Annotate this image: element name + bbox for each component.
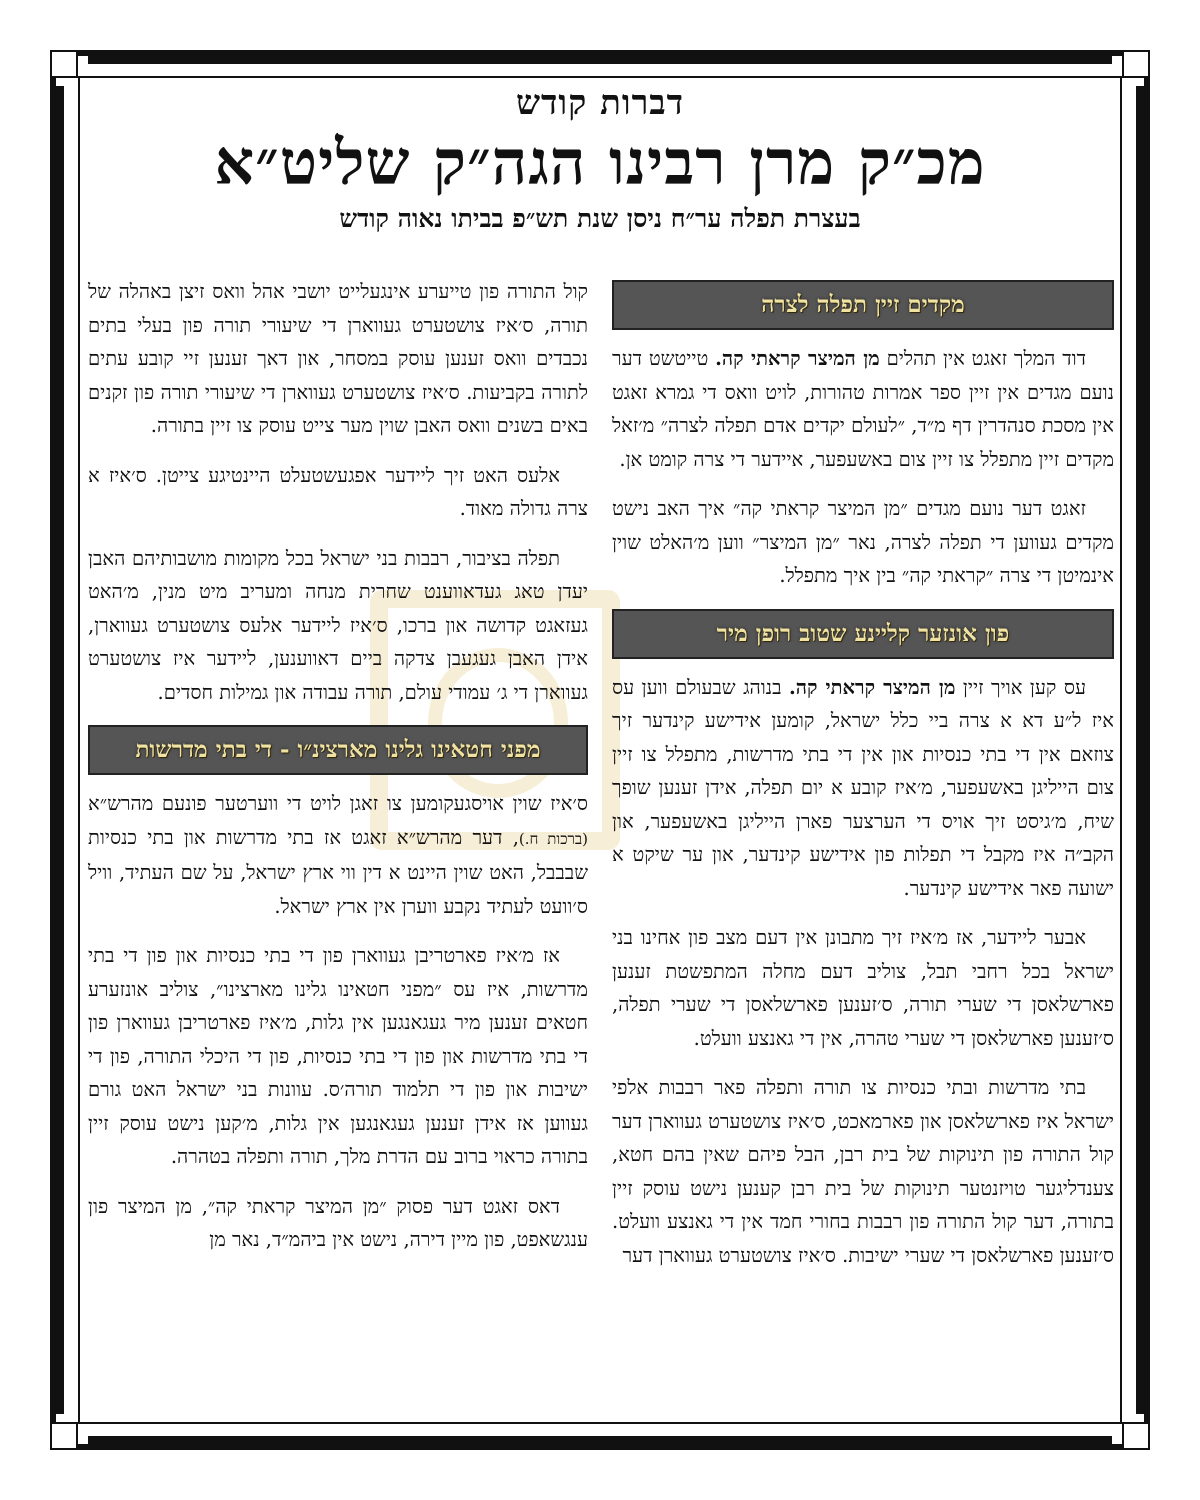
section1-p1-rest: טייטשט דער נועם מגדים אין זיין ספר אמרות טהורות, לויט וואס די גמרא זאגט אין מסכת סנהדרין דף מ״ד, ״לעולם יקדים אדם תפלה לצרה״ מ׳זאל מקדים זיין מתפלל צו זיין צום באשעפער, איידער די צרה קומט אן. [612,347,1114,471]
border-band-bottom [88,1436,1112,1450]
section1-paragraph-2: זאגט דער נועם מגדים ״מן המיצר קראתי קה״ איך האב נישט מקדים געווען די תפלה לצרה, נאר ״מן המיצר״ ווען מ׳האלט שוין אינמיטן די צרה ״קראתי קה״ בין איך מתפלל. [612,497,1114,587]
section3-paragraph-3: דאס זאגט דער פסוק ״מן המיצר קראתי קה״, מן המיצר פון ענגשאפט, פון מיין דירה, נישט אין ביהמ״ד, נאר מן [88,1194,588,1251]
section2-paragraph-3: בתי מדרשות ובתי כנסיות צו תורה ותפלה פאר רבבות אלפי ישראל איז פארשלאסן און פארמאכט, ס׳איז צושטערט געווארן דער קול התורה פון תינוקות של בית רבן, הבל פיהם שאין בהם חטא, צענדליגער טויזנטער תינוקות של בית רבן קענען נישט עוסק זיין בתורה, דער קול התורה פון רבבות בחורי חמד אין די גאנצע וועלט. ס׳זענען פארשלאסן די שערי ישיבות. ס׳איז צושטערט געווארן דער [611,1076,1114,1267]
header-kicker: דברות קודש [515,83,685,123]
border-band-left [50,86,64,1414]
section3-p1-lead: ס׳איז שוין אויסגעקומען צו זאגן לויט די ווערטער פונעם מהרש״א [88,792,588,815]
section2-p1-rest: בנוהג שבעולם ווען עס איז ל״ע דא א צרה ביי כלל ישראל, קומען אידישע קינדער זיך צוזאם אין די בתי כנסיות און אין די בתי מדרשות, מתפלל צו זיין צום הייליגן באשעפער, מ׳איז קובע א יום תפלה, אידן זענען שופך שיח, מ׳גיסט זיך אויס די הערצער פארן הייליגן באשעפער, און הקב״ה איז מקבל די תפלות פון אידישע קינדער, און ער שיקט א ישועה פאר אידישע קינדער. [612,675,1114,900]
section3-paragraph-2: אז מ׳איז פארטריבן געווארן פון די בתי כנסיות און פון די בתי מדרשות, איז עס ״מפני חטאינו גלינו מארצינו״, צוליב אונזערע חטאים זענען מיר געגאנגען אין גלות, מ׳איז פארטריבן געווארן פון די בתי מדרשות און פון די בתי כנסיות, פון די היכלי התורה, פון די ישיבות און פון די תלמוד תורה׳ס. עוונות בני ישראל האט גורם געווען אז אידן זענען געגאנגען אין גלות, מ׳קען נישט עוסק זיין בתורה כראוי ברוב עם הדרת מלך, תורה ותפלה בטהרה. [88,944,588,1168]
page-subtitle: בעצרת תפלה ער״ח ניסן שנת תש״פ בביתו נאוה קודש [339,204,861,233]
left-paragraph-2: אלעס האט זיך ליידער אפגעשטעלט היינטיגע צייטן. ס׳איז א צרה גדולה מאוד. [88,463,588,520]
corner-ornament-top-left [50,50,78,78]
section-heading-2: פון אונזער קליינע שטוב רופן מיר [612,609,1114,659]
left-paragraph-3: תפלה בציבור, רבבות בני ישראל בכל מקומות מושבותיהם האבן יעדן טאג געדאווענט שחרית מנחה ומעריב מיט מנין, מ׳האט געזאגט קדושה און ברכו, ס׳איז ליידער אלעס צושטערט געווארן, אידן האבן געגעבן צדקה ביים דאווענען, ליידער איז צושטערט געווארן די ג׳ עמודי עולם, תורה עבודה און גמילות חסדים. [88,546,588,704]
left-column [88,275,588,1273]
section1-p1-verse: מן המיצר קראתי קה. [715,347,880,370]
left-paragraph-1: קול התורה פון טייערע אינגעלייט יושבי אהל וואס זיצן באהלה של תורה, ס׳איז צושטערט געווארן די שיעורי תורה פון בעלי בתים נכבדים וואס זענען עוסק במסחר, און דאך זענען זיי קובע עתים לתורה בקביעות. ס׳איז צושטערט געווארן די שיעורי תורה פון זקנים באים בשנים וואס האבן שוין מער צייט עוסק צו זיין בתורה. [88,280,588,437]
page-header [90,82,1110,236]
right-column [612,280,1114,1288]
section2-p1-verse: מן המיצר קראתי קה. [788,675,956,699]
section3-p1-citation: (ברכות ח.) [518,829,588,848]
section1-p1-lead: דוד המלך זאגט אין תהלים [879,347,1086,370]
border-band-right [1136,86,1150,1414]
section-heading-3: מפני חטאינו גלינו מארצינ״ו - די בתי מדרשות [88,725,588,775]
section2-p1-lead: עס קען אויך זיין [955,675,1086,699]
section3-paragraph-1 [88,787,588,923]
section-heading-1: מקדים זיין תפלה לצרה [612,280,1114,330]
page-title: מכ״ק מרן רבינו הגה״ק שליט״א [214,126,986,199]
section2-paragraph-2: אבער ליידער, אז מ׳איז זיך מתבונן אין דעם מצב פון אחינו בני ישראל בכל רחבי תבל, צוליב דעם מחלה המתפשטת זענען פארשלאסן די שערי תורה, ס׳זענען פארשלאסן די שערי תפלה, ס׳זענען פארשלאסן די שערי טהרה, אין די גאנצע וועלט. [612,926,1114,1050]
corner-ornament-bottom-right [1122,1422,1150,1450]
section2-paragraph-1 [612,671,1114,906]
corner-ornament-top-right [1122,50,1150,78]
section1-paragraph-1 [612,342,1114,476]
section3-p1-rest: , דער מהרש״א זאגט אז בתי מדרשות און בתי כנסיות שבבבל, האט שוין היינט א דין ווי ארץ ישראל, על שם העתיד, וויל ס׳וועט לעתיד נקבע ווערן אין ארץ ישראל. [88,825,588,918]
border-band-top [88,50,1112,64]
corner-ornament-bottom-left [50,1422,78,1450]
